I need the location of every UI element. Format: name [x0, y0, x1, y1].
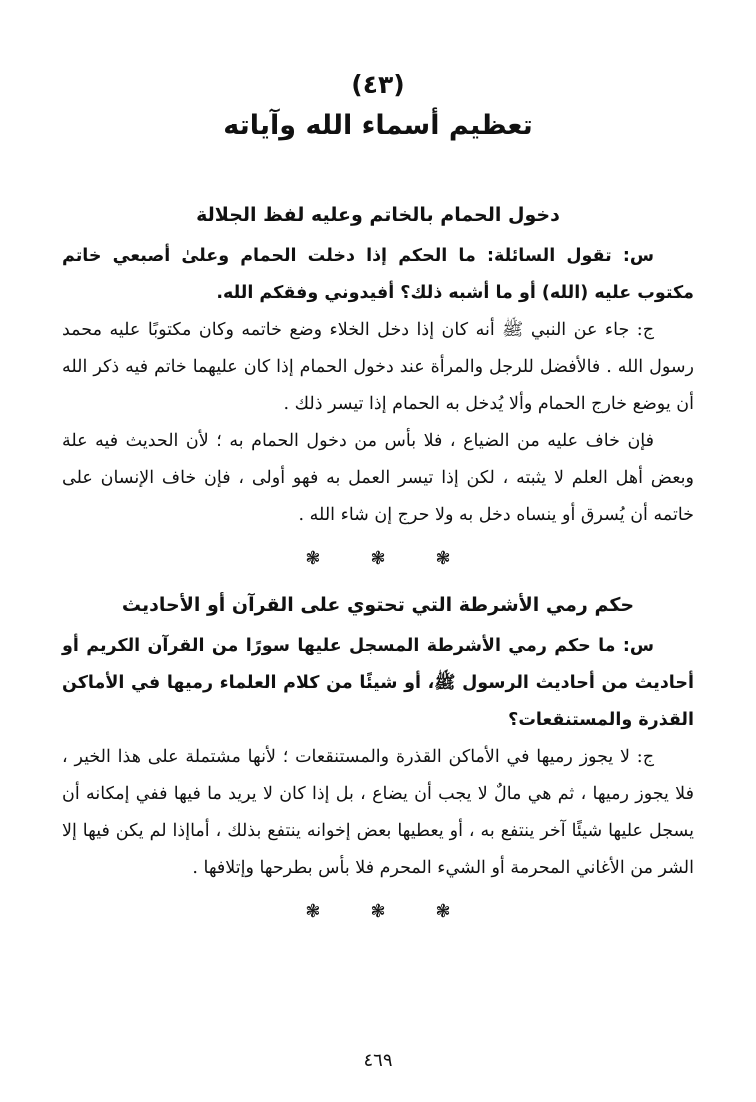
answer-paragraph: فإن خاف عليه من الضياع ، فلا بأس من دخول الحمام به ؛ لأن الحديث فيه علة وبعض أهل العلم لا يثبته ، لكن إذا تيسر العمل به فهو أولى ، فإن خاف الإنسان على خاتمه أن يُسرق أو ينساه دخل به ولا حرج إن شاء الله .	[62, 431, 694, 525]
chapter-number: (٤٣)	[351, 70, 405, 99]
section-tapes-disposal	[62, 588, 694, 887]
page-number: ٤٦٩	[363, 1050, 393, 1071]
ornament-icon: ❃	[370, 901, 386, 922]
section-title: حكم رمي الأشرطة التي تحتوي على القرآن أو الأحاديث	[121, 594, 635, 616]
section-title: دخول الحمام بالخاتم وعليه لفظ الجلالة	[196, 204, 560, 226]
question-paragraph: س: ما حكم رمي الأشرطة المسجل عليها سورًا من القرآن الكريم أو أحاديث من أحاديث الرسول ﷺ، أو شيئًا من كلام العلماء رميها في الأماكن القذرة والمستنقعات؟	[62, 636, 694, 730]
section-separator	[62, 544, 694, 574]
answer-paragraph: ج: جاء عن النبي ﷺ أنه كان إذا دخل الخلاء وضع خاتمه وكان مكتوبًا عليه محمد رسول الله . فالأفضل للرجل والمرأة عند دخول الحمام إذا كان عليهما خاتم فيه ذكر الله أن يوضع خارج الحمام وألا يُدخل به الحمام إذا تيسر ذلك .	[62, 320, 694, 414]
answer-paragraph: ج: لا يجوز رميها في الأماكن القذرة والمستنقعات ؛ لأنها مشتملة على هذا الخير ، فلا يجوز رميها ، ثم هي مالٌ لا يجب أن يضاع ، بل إذا كان لا يريد ما فيها ففي إمكانه أن يسجل عليها شيئًا آخر ينتفع به ، أو يعطيها بعض إخوانه ينتفع بذلك ، أماإذا لم يكن فيها إلا الشر من الأغاني المحرمة أو الشيء المحرم فلا بأس بطرحها وإتلافها .	[62, 747, 694, 878]
ornament-icon: ❃	[435, 901, 451, 922]
question-paragraph: س: تقول السائلة: ما الحكم إذا دخلت الحمام وعلىٰ أصبعي خاتم مكتوب عليه (الله) أو ما أشبه ذلك؟ أفيدوني وفقكم الله.	[62, 246, 694, 303]
ornament-icon: ❃	[305, 548, 321, 569]
ornament-icon: ❃	[305, 901, 321, 922]
ornament-icon: ❃	[370, 548, 386, 569]
section-separator	[62, 897, 694, 927]
ornament-icon: ❃	[435, 548, 451, 569]
section-ring-in-bathroom	[62, 198, 694, 534]
chapter-title: تعظيم أسماء الله وآياته	[223, 110, 533, 141]
